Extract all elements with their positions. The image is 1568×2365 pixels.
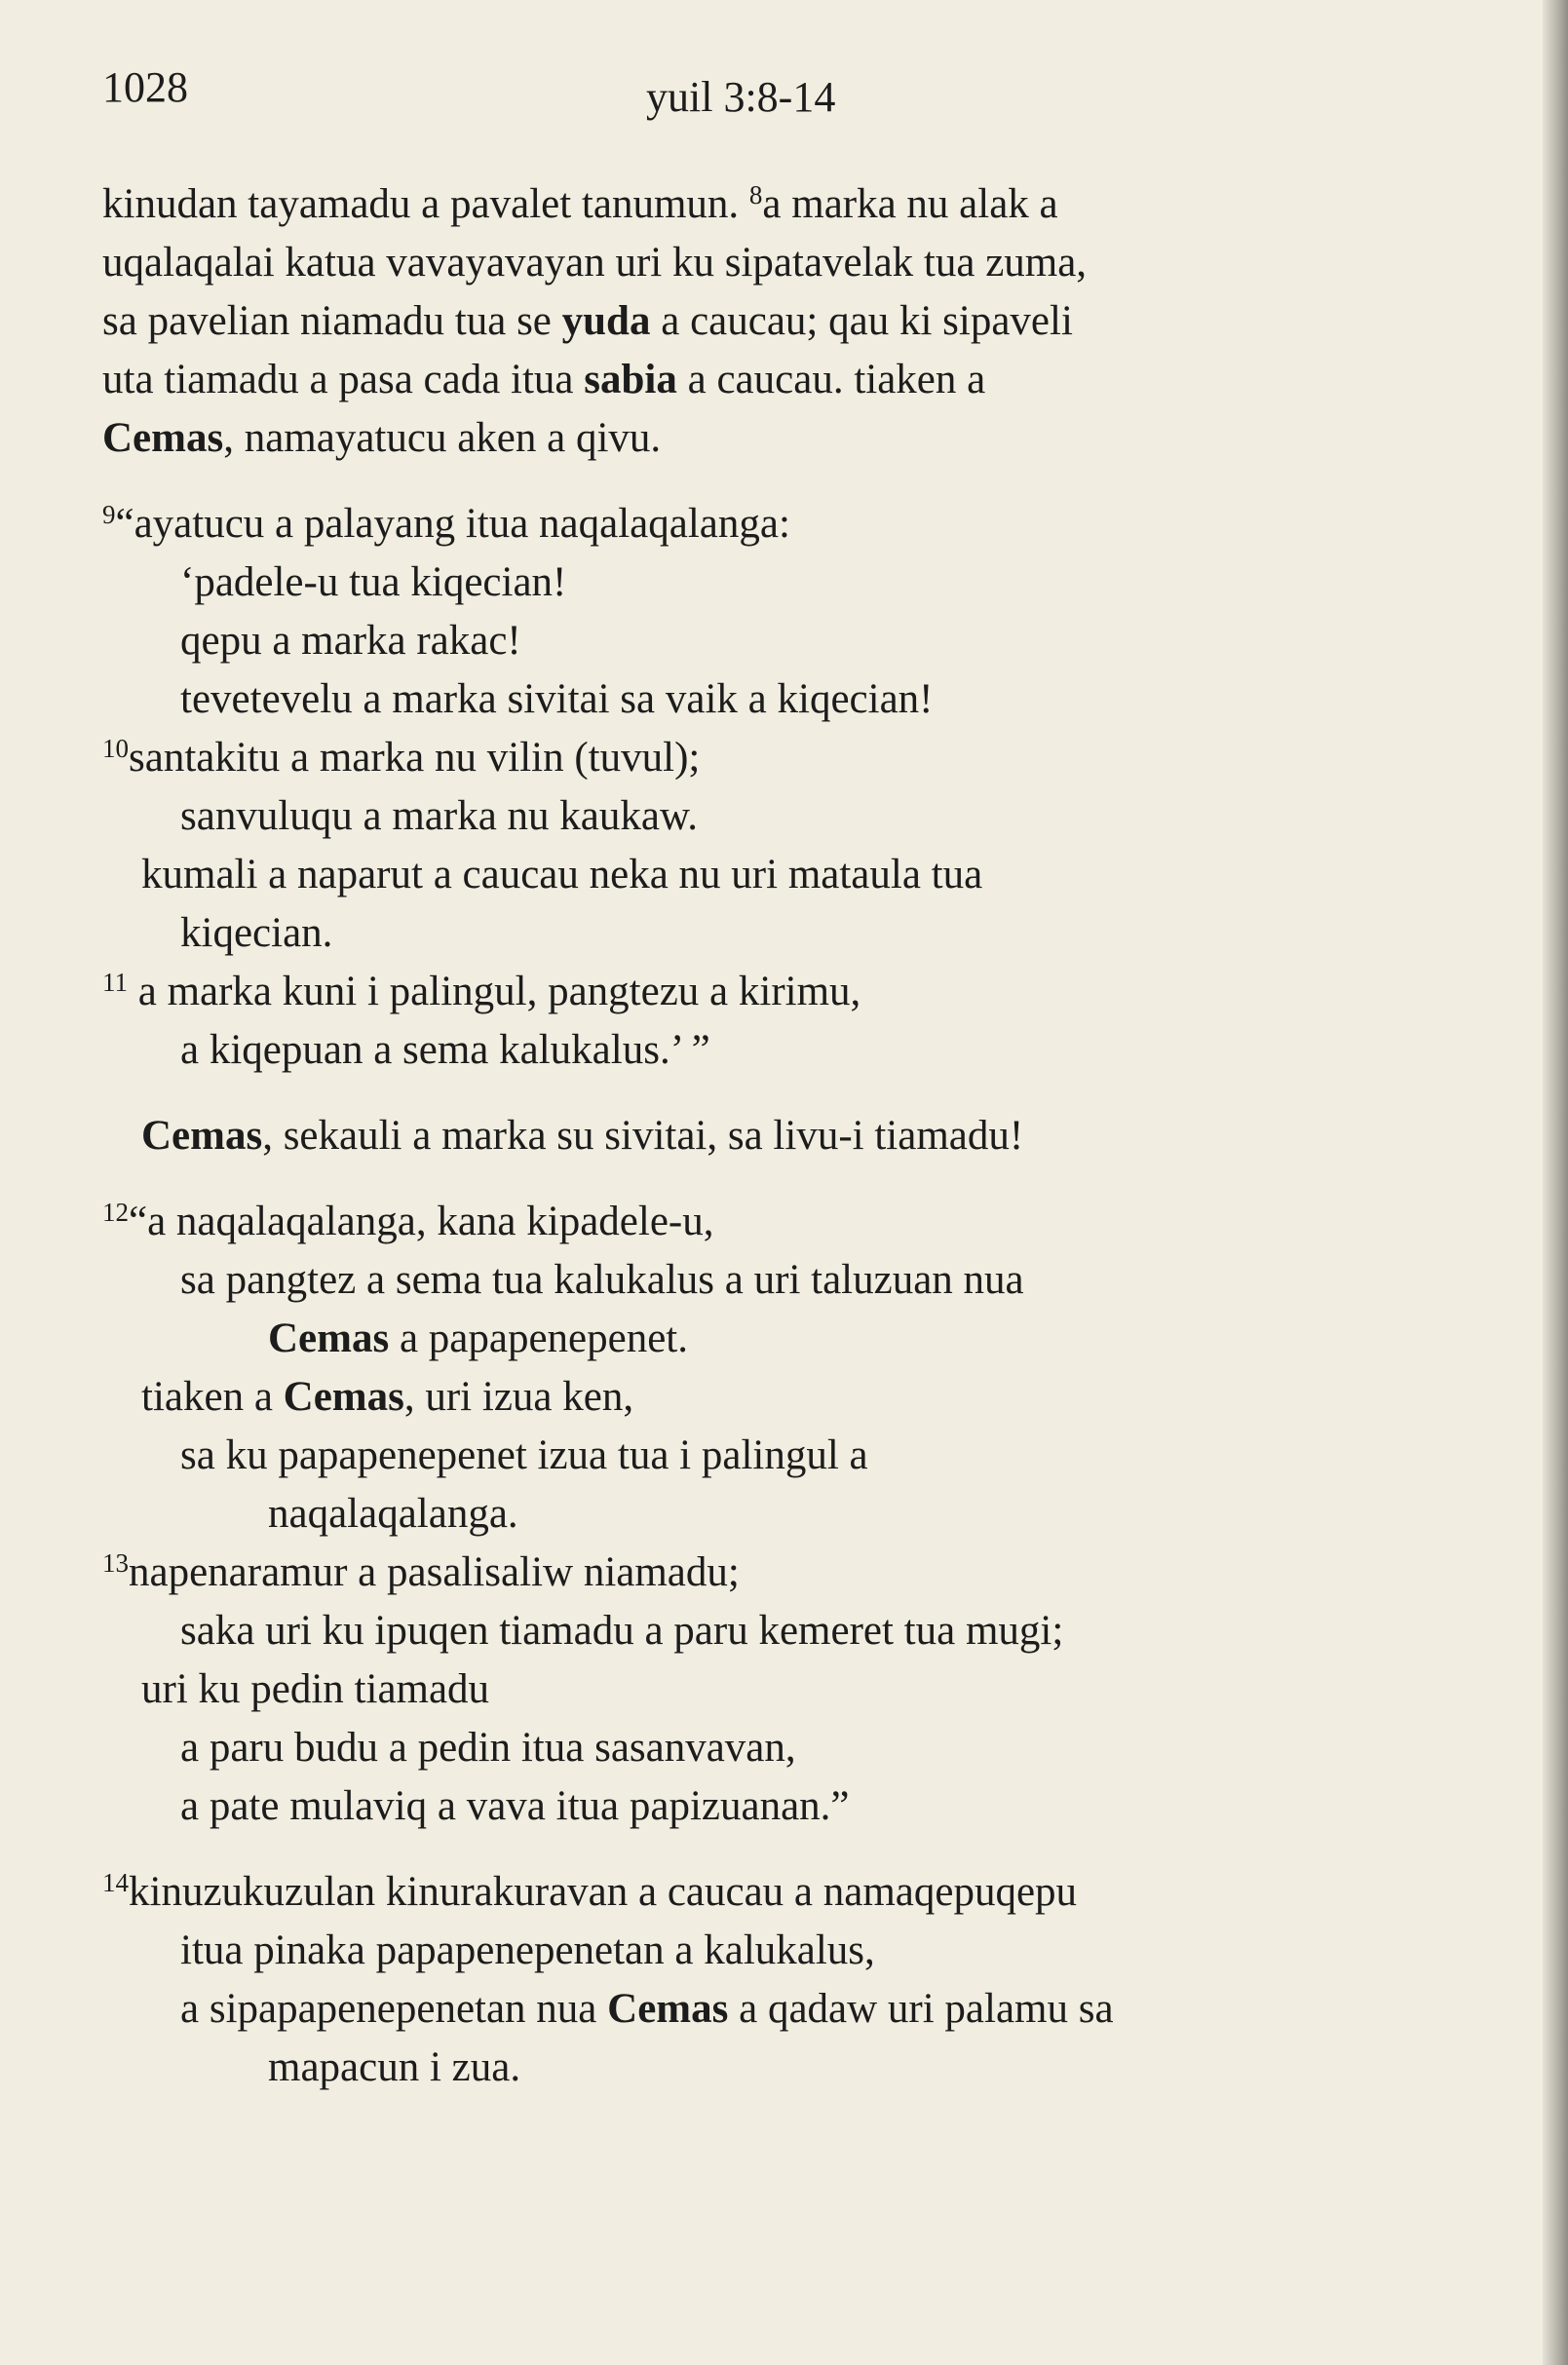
verse-line: tiaken a Cemas, uri izua ken, — [141, 1374, 634, 1420]
text-line: Cemas, namayatucu aken a qivu. — [102, 415, 662, 461]
verse-number: 11 — [102, 968, 128, 997]
verse-line: a paru budu a pedin itua sasanvavan, — [180, 1725, 796, 1771]
page-edge-shadow — [1543, 0, 1568, 2365]
verse-number: 8 — [748, 180, 763, 210]
verse-line: $^9$“ayatucu a palayang itua naqalaqalanga: — [102, 500, 790, 547]
verse-line: naqalaqalanga. — [268, 1491, 518, 1537]
verse-line: Cemas a papapenepenet. — [268, 1316, 688, 1361]
verse-line: Cemas, sekauli a marka su sivitai, sa livu-i tiamadu! — [141, 1113, 1024, 1159]
verse-line: $^{13}$napenaramur a pasalisaliw niamadu; — [102, 1548, 740, 1595]
verse-line: ‘padele-u tua kiqecian! — [180, 559, 567, 605]
verse-line: $^{11}$ a marka kuni i palingul, pangtezu a kirimu, — [102, 968, 861, 1014]
verse-number: 10 — [102, 734, 129, 763]
verse-line: $^{12}$“a naqalaqalanga, kana kipadele-u, — [102, 1198, 714, 1244]
verse-line: a pate mulaviq a vava itua papizuanan.” — [180, 1783, 850, 1829]
verse-line: sa pangtez a sema tua kalukalus a uri taluzuan nua — [180, 1257, 1024, 1303]
verse-line: tevetevelu a marka sivitai sa vaik a kiqecian! — [180, 676, 934, 722]
verse-line: $^{10}$santakitu a marka nu vilin (tuvul); — [102, 734, 701, 781]
poetry-stanza — [102, 1193, 1428, 1836]
prose-paragraph — [102, 175, 1428, 468]
verse-line: a sipapapenepenetan nua Cemas a qadaw uri palamu sa — [180, 1986, 1114, 2032]
poetry-stanza — [102, 1863, 1428, 2097]
verse-line: itua pinaka papapenepenetan a kalukalus, — [180, 1927, 875, 1973]
text-line: uqalaqalai katua vavayavayan uri ku sipatavelak tua zuma, — [102, 240, 1088, 286]
text-line: sa pavelian niamadu tua se yuda a caucau; qau ki sipaveli — [102, 298, 1073, 344]
verse-number: 9 — [102, 500, 116, 529]
verse-line: a kiqepuan a sema kalukalus.’ ” — [180, 1027, 710, 1073]
running-header-reference: yuil 3:8-14 — [646, 73, 836, 121]
verse-line: sanvuluqu a marka nu kaukaw. — [180, 793, 698, 839]
verse-line: mapacun i zua. — [268, 2044, 521, 2090]
verse-line: uri ku pedin tiamadu — [141, 1666, 490, 1712]
poetry-stanza — [102, 495, 1428, 1080]
verse-line: $^{14}$kinuzukuzulan kinurakuravan a caucau a namaqepuqepu — [102, 1868, 1078, 1915]
verse-line: kumali a naparut a caucau neka nu uri mataula tua — [141, 852, 983, 897]
page-number: 1028 — [102, 63, 188, 111]
verse-line: qepu a marka rakac! — [180, 618, 521, 664]
verse-number: 12 — [102, 1198, 129, 1227]
text-line: uta tiamadu a pasa cada itua sabia a caucau. tiaken a — [102, 357, 986, 402]
text-line: kinudan tayamadu a pavalet tanumun. $^8$a marka nu alak a — [102, 180, 1058, 227]
verse-line: saka uri ku ipuqen tiamadu a paru kemeret tua mugi; — [180, 1608, 1064, 1654]
page-body — [102, 175, 1428, 2097]
verse-number: 14 — [102, 1868, 129, 1897]
verse-line: sa ku papapenepenet izua tua i palingul a — [180, 1432, 868, 1478]
verse-number: 13 — [102, 1548, 129, 1578]
verse-line: kiqecian. — [180, 910, 333, 956]
